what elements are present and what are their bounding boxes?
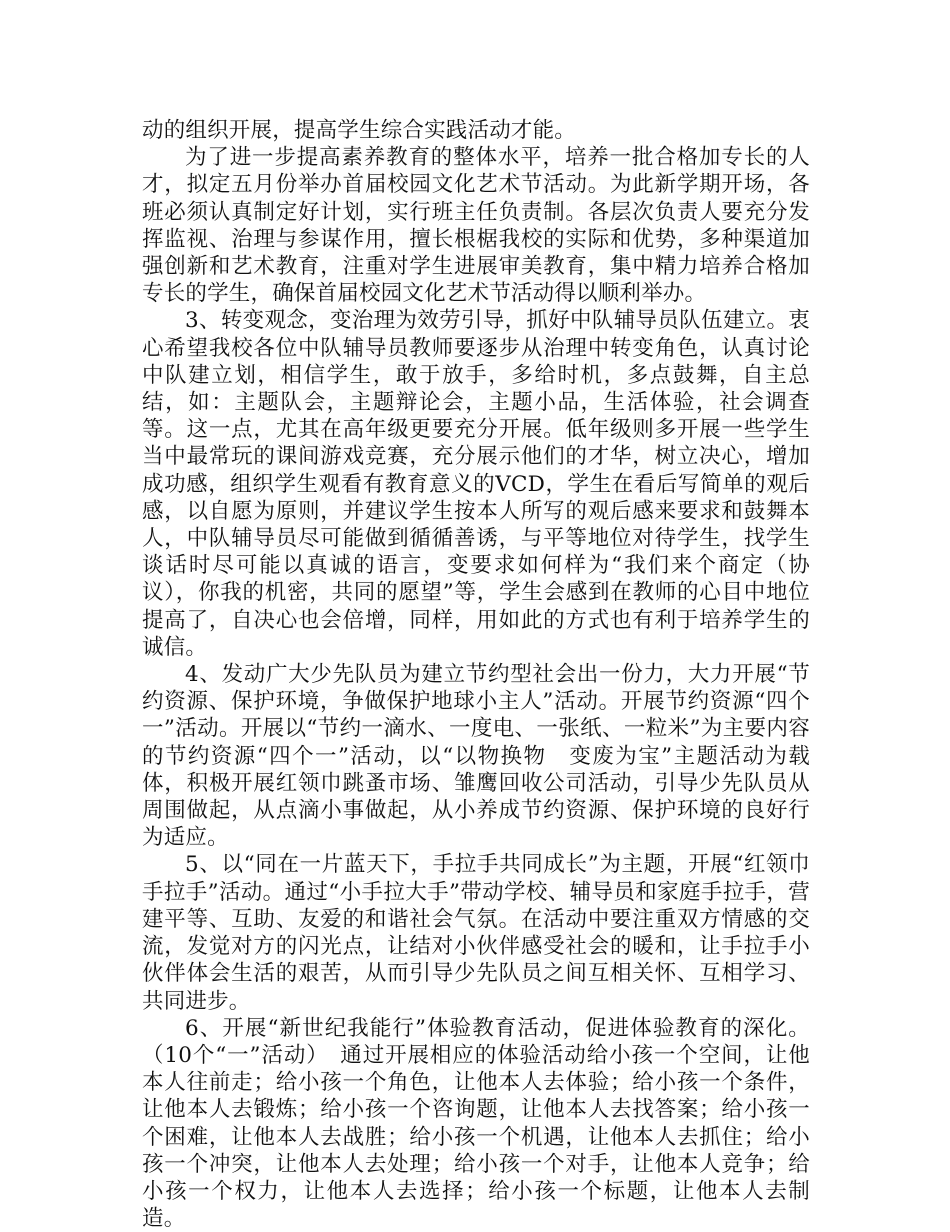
paragraph-item-5: 5、以“同在一片蓝天下，手拉手共同成长”为主题，开展“红领巾手拉手”活动。通过“小手拉大手”带动学校、辅导员和家庭手拉手，营建平等、互助、友爱的和谐社会气氛。在活动中要注重双方情感的交流，发觉对方的闪光点，让结对小伙伴感受社会的暖和，让手拉手小伙伴体会生活的艰苦，从而引导少先队员之间互相关怀、互相学习、共同进步。 [142, 852, 810, 1014]
paragraph-item-4: 4、发动广大少先队员为建立节约型社会出一份力，大力开展“节约资源、保护环境，争做保护地球小主人”活动。开展节约资源“四个一”活动。开展以“节约一滴水、一度电、一张纸、一粒米”为主要内容的节约资源“四个一”活动，以“以物换物 变废为宝”主题活动为载体，积极开展红领巾跳蚤市场、雏鹰回收公司活动，引导少先队员从周围做起，从点滴小事做起，从小养成节约资源、保护环境的良好行为适应。 [142, 662, 810, 851]
document-body [142, 117, 810, 1232]
paragraph-continuation: 动的组织开展，提高学生综合实践活动才能。 [142, 118, 577, 143]
paragraph-item-3: 3、转变观念，变治理为效劳引导，抓好中队辅导员队伍建立。衷心希望我校各位中队辅导员教师要逐步从治理中转变角色，认真讨论中队建立划，相信学生，敢于放手，多给时机，多点鼓舞，自主总结，如：主题队会，主题辩论会，主题小品，生活体验，社会调查等。这一点，尤其在高年级更要充分开展。低年级则多开展一些学生当中最常玩的课间游戏竞赛，充分展示他们的才华，树立决心，增加成功感，组织学生观看有教育意义的VCD，学生在看后写简单的观后感，以自愿为原则，并建议学生按本人所写的观后感来要求和鼓舞本人，中队辅导员尽可能做到循循善诱，与平等地位对待学生，找学生谈话时尽可能以真诚的语言，变要求如何样为“我们来个商定（协议），你我的机密，共同的愿望”等，学生会感到在教师的心目中地位提高了，自决心也会倍增，同样，用如此的方式也有利于培养学生的诚信。 [142, 308, 810, 660]
paragraph-item-6: 6、开展“新世纪我能行”体验教育活动，促进体验教育的深化。（10个“一”活动） 通过开展相应的体验活动给小孩一个空间，让他本人往前走；给小孩一个角色，让他本人去体验；给小孩一个条件，让他本人去锻炼；给小孩一个咨询题，让他本人去找答案；给小孩一个困难，让他本人去战胜；给小孩一个机遇，让他本人去抓住；给小孩一个冲突，让他本人去处理；给小孩一个对手，让他本人竞争；给小孩一个权力，让他本人去选择；给小孩一个标题，让他本人去制造。 [142, 1015, 810, 1232]
paragraph-art-festival: 为了进一步提高素养教育的整体水平，培养一批合格加专长的人才，拟定五月份举办首届校园文化艺术节活动。为此新学期开场，各班必须认真制定好计划，实行班主任负责制。各层次负责人要充分发挥监视、治理与参谋作用，擅长根椐我校的实际和优势，多种渠道加强创新和艺术教育，注重对学生进展审美教育，集中精力培养合格加专长的学生，确保首届校园文化艺术节活动得以顺利举办。 [142, 145, 810, 307]
